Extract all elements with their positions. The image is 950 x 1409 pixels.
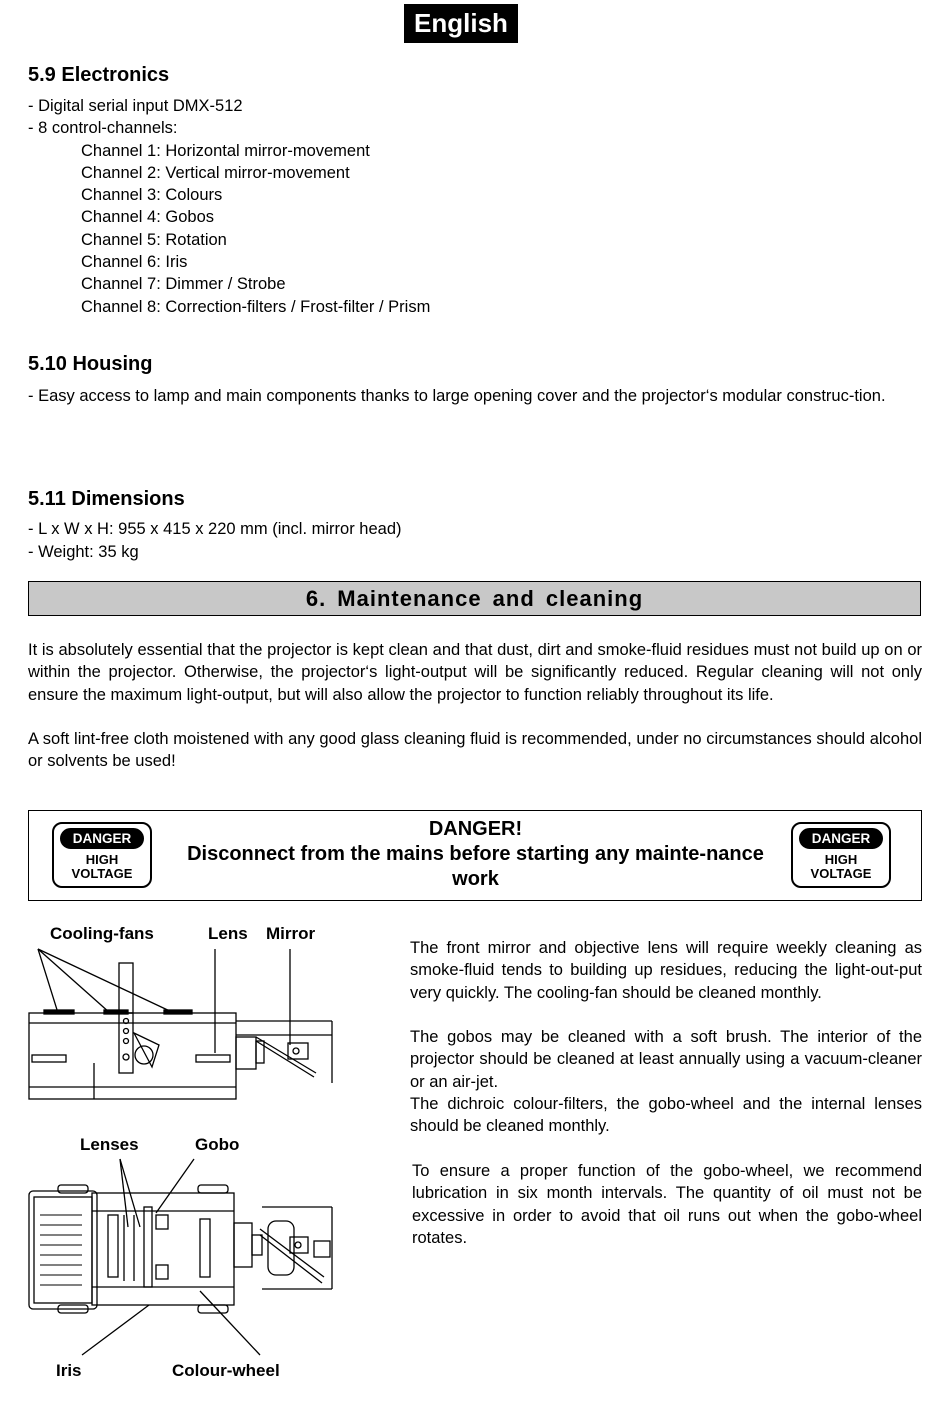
maintenance-paragraph: It is absolutely essential that the projector is kept clean and that dust, dirt and smoke-fluid residues must not build up on or within the projector. Otherwise, the projector‘s light-output will be significantly reduced. Regular cleaning will not only ensure the maximum light-output, but will also allow the projector to function reliably throughout its life. <box>28 641 922 704</box>
label-lenses: Lenses <box>80 1135 139 1154</box>
maintenance-paragraph: A soft lint-free cloth moistened with any good glass cleaning fluid is recommended, under no circumstances should alcohol or solvents be used! <box>28 730 922 771</box>
channel-item: Channel 7: Dimmer / Strobe <box>81 275 286 293</box>
cleaning-paragraph: The front mirror and objective lens will require weekly cleaning as smoke-fluid tends to building up residues, reducing the light-out-put very quickly. The cooling-fan should be cleaned monthly. <box>410 939 922 1002</box>
label-gobo: Gobo <box>195 1135 240 1154</box>
danger-sign-label: DANGER <box>60 828 144 849</box>
housing-text: - Easy access to lamp and main components thanks to large opening cover and the projector‘s modular construc-tion. <box>28 387 886 405</box>
cleaning-paragraph: To ensure a proper function of the gobo-wheel, we recommend lubrication in six month intervals. The quantity of oil must not be excessive in order to avoid that oil runs out when the gobo-wheel rotates. <box>412 1162 922 1248</box>
danger-sign-high: HIGH <box>85 852 119 867</box>
label-mirror: Mirror <box>266 924 316 943</box>
label-lens: Lens <box>208 924 248 943</box>
chapter-title-maintenance: 6. Maintenance and cleaning <box>28 581 921 616</box>
danger-sign-label: DANGER <box>799 828 883 849</box>
high-voltage-sign-icon <box>791 822 891 888</box>
danger-message <box>184 817 767 892</box>
electronics-item: - Digital serial input DMX-512 <box>28 97 243 115</box>
channel-item: Channel 1: Horizontal mirror-movement <box>81 142 370 160</box>
high-voltage-sign-icon <box>52 822 152 888</box>
channel-item: Channel 2: Vertical mirror-movement <box>81 164 350 182</box>
danger-sign-voltage: VOLTAGE <box>810 866 872 881</box>
channel-item: Channel 6: Iris <box>81 253 188 271</box>
danger-sign-voltage: VOLTAGE <box>71 866 133 881</box>
cleaning-paragraph: The dichroic colour-filters, the gobo-wheel and the internal lenses should be cleaned monthly. <box>410 1095 922 1136</box>
label-iris: Iris <box>56 1361 82 1380</box>
channel-item: Channel 4: Gobos <box>81 208 215 226</box>
danger-sign-high: HIGH <box>824 852 858 867</box>
projector-top-view-diagram <box>24 1155 344 1360</box>
channel-item: Channel 8: Correction-filters / Frost-filter / Prism <box>81 298 431 316</box>
label-cooling-fans: Cooling-fans <box>50 924 154 943</box>
projector-side-view-diagram <box>24 945 344 1105</box>
label-colour-wheel: Colour-wheel <box>172 1361 280 1380</box>
section-title-housing: 5.10 Housing <box>28 353 153 375</box>
channel-item: Channel 5: Rotation <box>81 231 227 249</box>
cleaning-paragraph: The gobos may be cleaned with a soft brush. The interior of the projector should be cleaned at least annually using a vacuum-cleaner or an air-jet. <box>410 1028 922 1091</box>
danger-text: Disconnect from the mains before starting any mainte-nance work <box>187 843 764 890</box>
section-title-dimensions: 5.11 Dimensions <box>28 488 185 510</box>
danger-heading: DANGER! <box>428 818 523 840</box>
channel-item: Channel 3: Colours <box>81 186 223 204</box>
language-badge: English <box>404 4 518 43</box>
electronics-item: - 8 control-channels: <box>28 119 178 137</box>
dimensions-item: - L x W x H: 955 x 415 x 220 mm (incl. mirror head) <box>28 520 402 538</box>
dimensions-item: - Weight: 35 kg <box>28 543 139 561</box>
section-title-electronics: 5.9 Electronics <box>28 64 170 86</box>
danger-warning-box <box>28 810 922 901</box>
